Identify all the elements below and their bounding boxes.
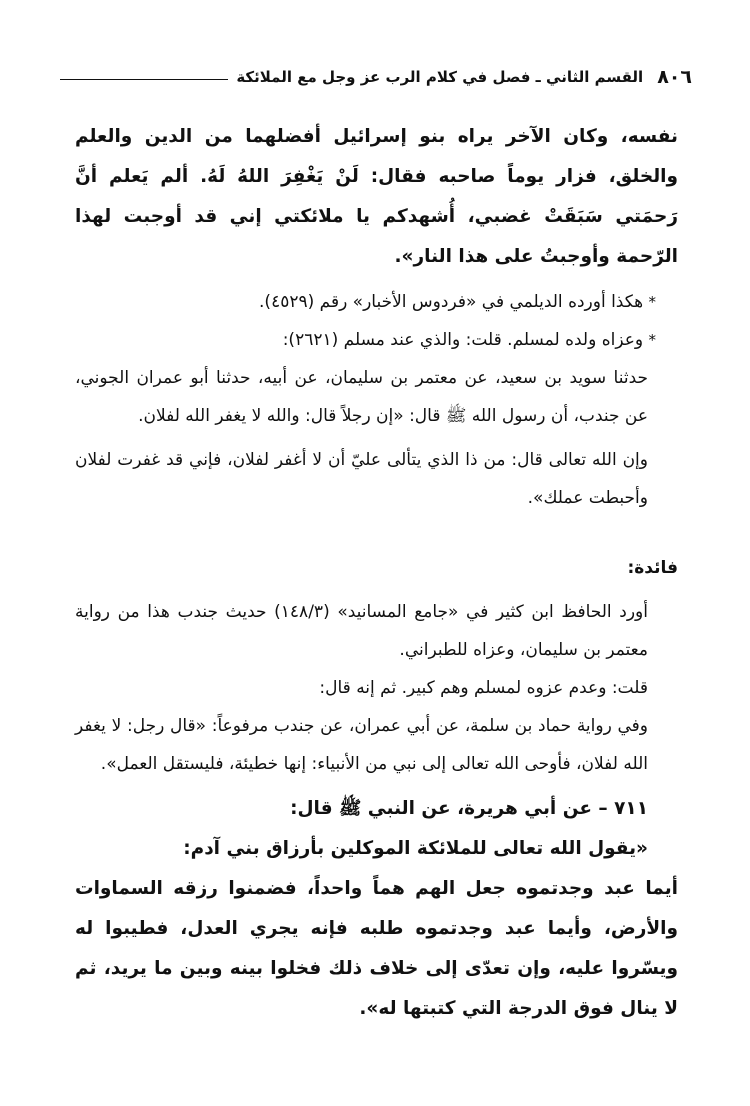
running-title: القسم الثاني ـ فصل في كلام الرب عز وجل مع الملائكة bbox=[236, 68, 644, 86]
paragraph-comment: قلت: وعدم عزوه لمسلم وهم كبير. ثم إنه قال: bbox=[319, 678, 648, 698]
page-number: ٨٠٦ bbox=[657, 66, 692, 88]
faida-heading: فائدة: bbox=[627, 558, 678, 578]
note-text: وعزاه ولده لمسلم. قلت: والذي عند مسلم (٢٦٢١): bbox=[282, 330, 644, 350]
hadith-711-body: أيما عبد وجدتموه جعل الهم هماً واحداً، فضمنوا رزقه السماوات والأرض، وأيما عبد وجدتموه طلبه فإنه يجري العدل، فطيبوا له ويسّروا عليه، وإن تعدّى إلى خلاف ذلك فخلوا بينه وبين ما يريد، ثم لا ينال فوق الدرجة التي كتبتها له». bbox=[75, 878, 678, 1019]
paragraph-hadith-qudsi: وإن الله تعالى قال: من ذا الذي يتألى عليّ أن لا أغفر لفلان، فإني قد غفرت لفلان وأحبطت عملك». bbox=[75, 450, 648, 508]
hadith-711-intro: «يقول الله تعالى للملائكة الموكلين بأرزاق بني آدم: bbox=[183, 838, 648, 859]
header-rule bbox=[60, 79, 228, 80]
note-muslim bbox=[75, 321, 678, 359]
asterisk-icon: * bbox=[648, 331, 656, 349]
note-text: هكذا أورده الديلمي في «فردوس الأخبار» رقم (٤٥٢٩). bbox=[259, 292, 644, 312]
hadith-711-heading: ٧١١ – عن أبي هريرة، عن النبي ﷺ قال: bbox=[290, 798, 648, 819]
paragraph-hammad: وفي رواية حماد بن سلمة، عن أبي عمران، عن جندب مرفوعاً: «قال رجل: لا يغفر الله لفلان، فأوحى الله تعالى إلى نبي من الأنبياء: إنها خطيئة، فليستقل العمل». bbox=[75, 716, 648, 774]
paragraph-ibn-kathir: أورد الحافظ ابن كثير في «جامع المسانيد» (١٤٨/٣) حديث جندب هذا من رواية معتمر بن سليمان، وعزاه للطبراني. bbox=[75, 602, 648, 660]
paragraph-isnad: حدثنا سويد بن سعيد، عن معتمر بن سليمان، عن أبيه، حدثنا أبو عمران الجوني، عن جندب، أن رسول الله ﷺ قال: «إن رجلاً قال: والله لا يغفر الله لفلان. bbox=[75, 368, 648, 426]
page-body bbox=[75, 117, 678, 1029]
page-header bbox=[60, 62, 692, 92]
asterisk-icon: * bbox=[648, 293, 656, 311]
paragraph-continuation: نفسه، وكان الآخر يراه بنو إسرائيل أفضلهما من الدين والعلم والخلق، فزار يوماً صاحبه فقال: لَنْ يَغْفِرَ اللهُ لَهُ. ألم يَعلم أنَّ رَحمَتي سَبَقَتْ غضبي، أُشهدكم يا ملائكتي إني قد أوجبت لهذا الرّحمة وأوجبتُ على هذا النار». bbox=[75, 126, 678, 267]
note-dailami bbox=[75, 283, 678, 321]
